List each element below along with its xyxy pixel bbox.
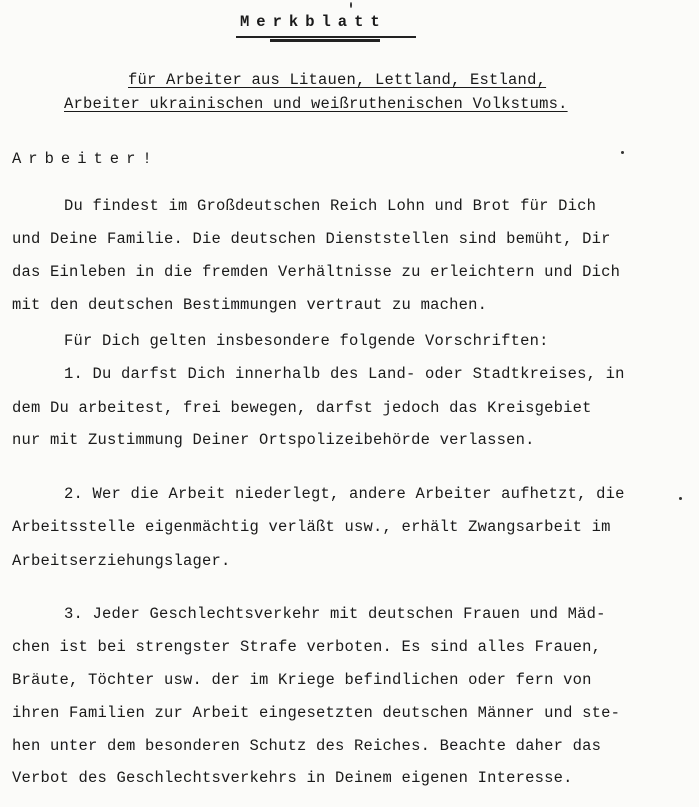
- rule-2-line: Arbeitserziehungslager.: [12, 552, 231, 570]
- body-line: das Einleben in die fremden Verhältnisse zu erleichtern und Dich: [12, 263, 621, 281]
- subtitle-line-1: für Arbeiter aus Litauen, Lettland, Estland,: [128, 71, 547, 89]
- body-line: und Deine Familie. Die deutschen Dienststellen sind bemüht, Dir: [12, 230, 611, 248]
- title-underline: [236, 36, 416, 38]
- paper-speck: [621, 151, 624, 154]
- rule-2-line: Arbeitsstelle eigenmächtig verläßt usw., erhält Zwangsarbeit im: [12, 518, 611, 536]
- body-line: Du findest im Großdeutschen Reich Lohn und Brot für Dich: [64, 197, 597, 215]
- rule-1-line: nur mit Zustimmung Deiner Ortspolizeibehörde verlassen.: [12, 431, 535, 449]
- body-line: mit den deutschen Bestimmungen vertraut zu machen.: [12, 296, 488, 314]
- rule-3-line: 3. Jeder Geschlechtsverkehr mit deutschen Frauen und Mäd-: [64, 605, 606, 623]
- title-underline-bold: [270, 39, 380, 42]
- salutation: Arbeiter!: [12, 150, 159, 168]
- paper-speck: [350, 2, 352, 8]
- rule-1-line: 1. Du darfst Dich innerhalb des Land- oder Stadtkreises, in: [64, 365, 625, 383]
- rule-3-line: hen unter dem besonderen Schutz des Reiches. Beachte daher das: [12, 737, 602, 755]
- rule-3-line: Verbot des Geschlechtsverkehrs in Deinem eigenen Interesse.: [12, 769, 573, 787]
- subtitle-line-2: Arbeiter ukrainischen und weißruthenischen Volkstums.: [64, 95, 568, 113]
- rule-3-line: ihren Familien zur Arbeit eingesetzten deutschen Männer und ste-: [12, 704, 621, 722]
- document-title: Merkblatt: [240, 13, 387, 31]
- body-line: Für Dich gelten insbesondere folgende Vorschriften:: [64, 332, 549, 350]
- rule-1-line: dem Du arbeitest, frei bewegen, darfst jedoch das Kreisgebiet: [12, 399, 592, 417]
- rule-3-line: Bräute, Töchter usw. der im Kriege befindlichen oder fern von: [12, 671, 592, 689]
- paper-speck: [679, 497, 682, 500]
- rule-2-line: 2. Wer die Arbeit niederlegt, andere Arbeiter aufhetzt, die: [64, 485, 625, 503]
- rule-3-line: chen ist bei strengster Strafe verboten. Es sind alles Frauen,: [12, 638, 602, 656]
